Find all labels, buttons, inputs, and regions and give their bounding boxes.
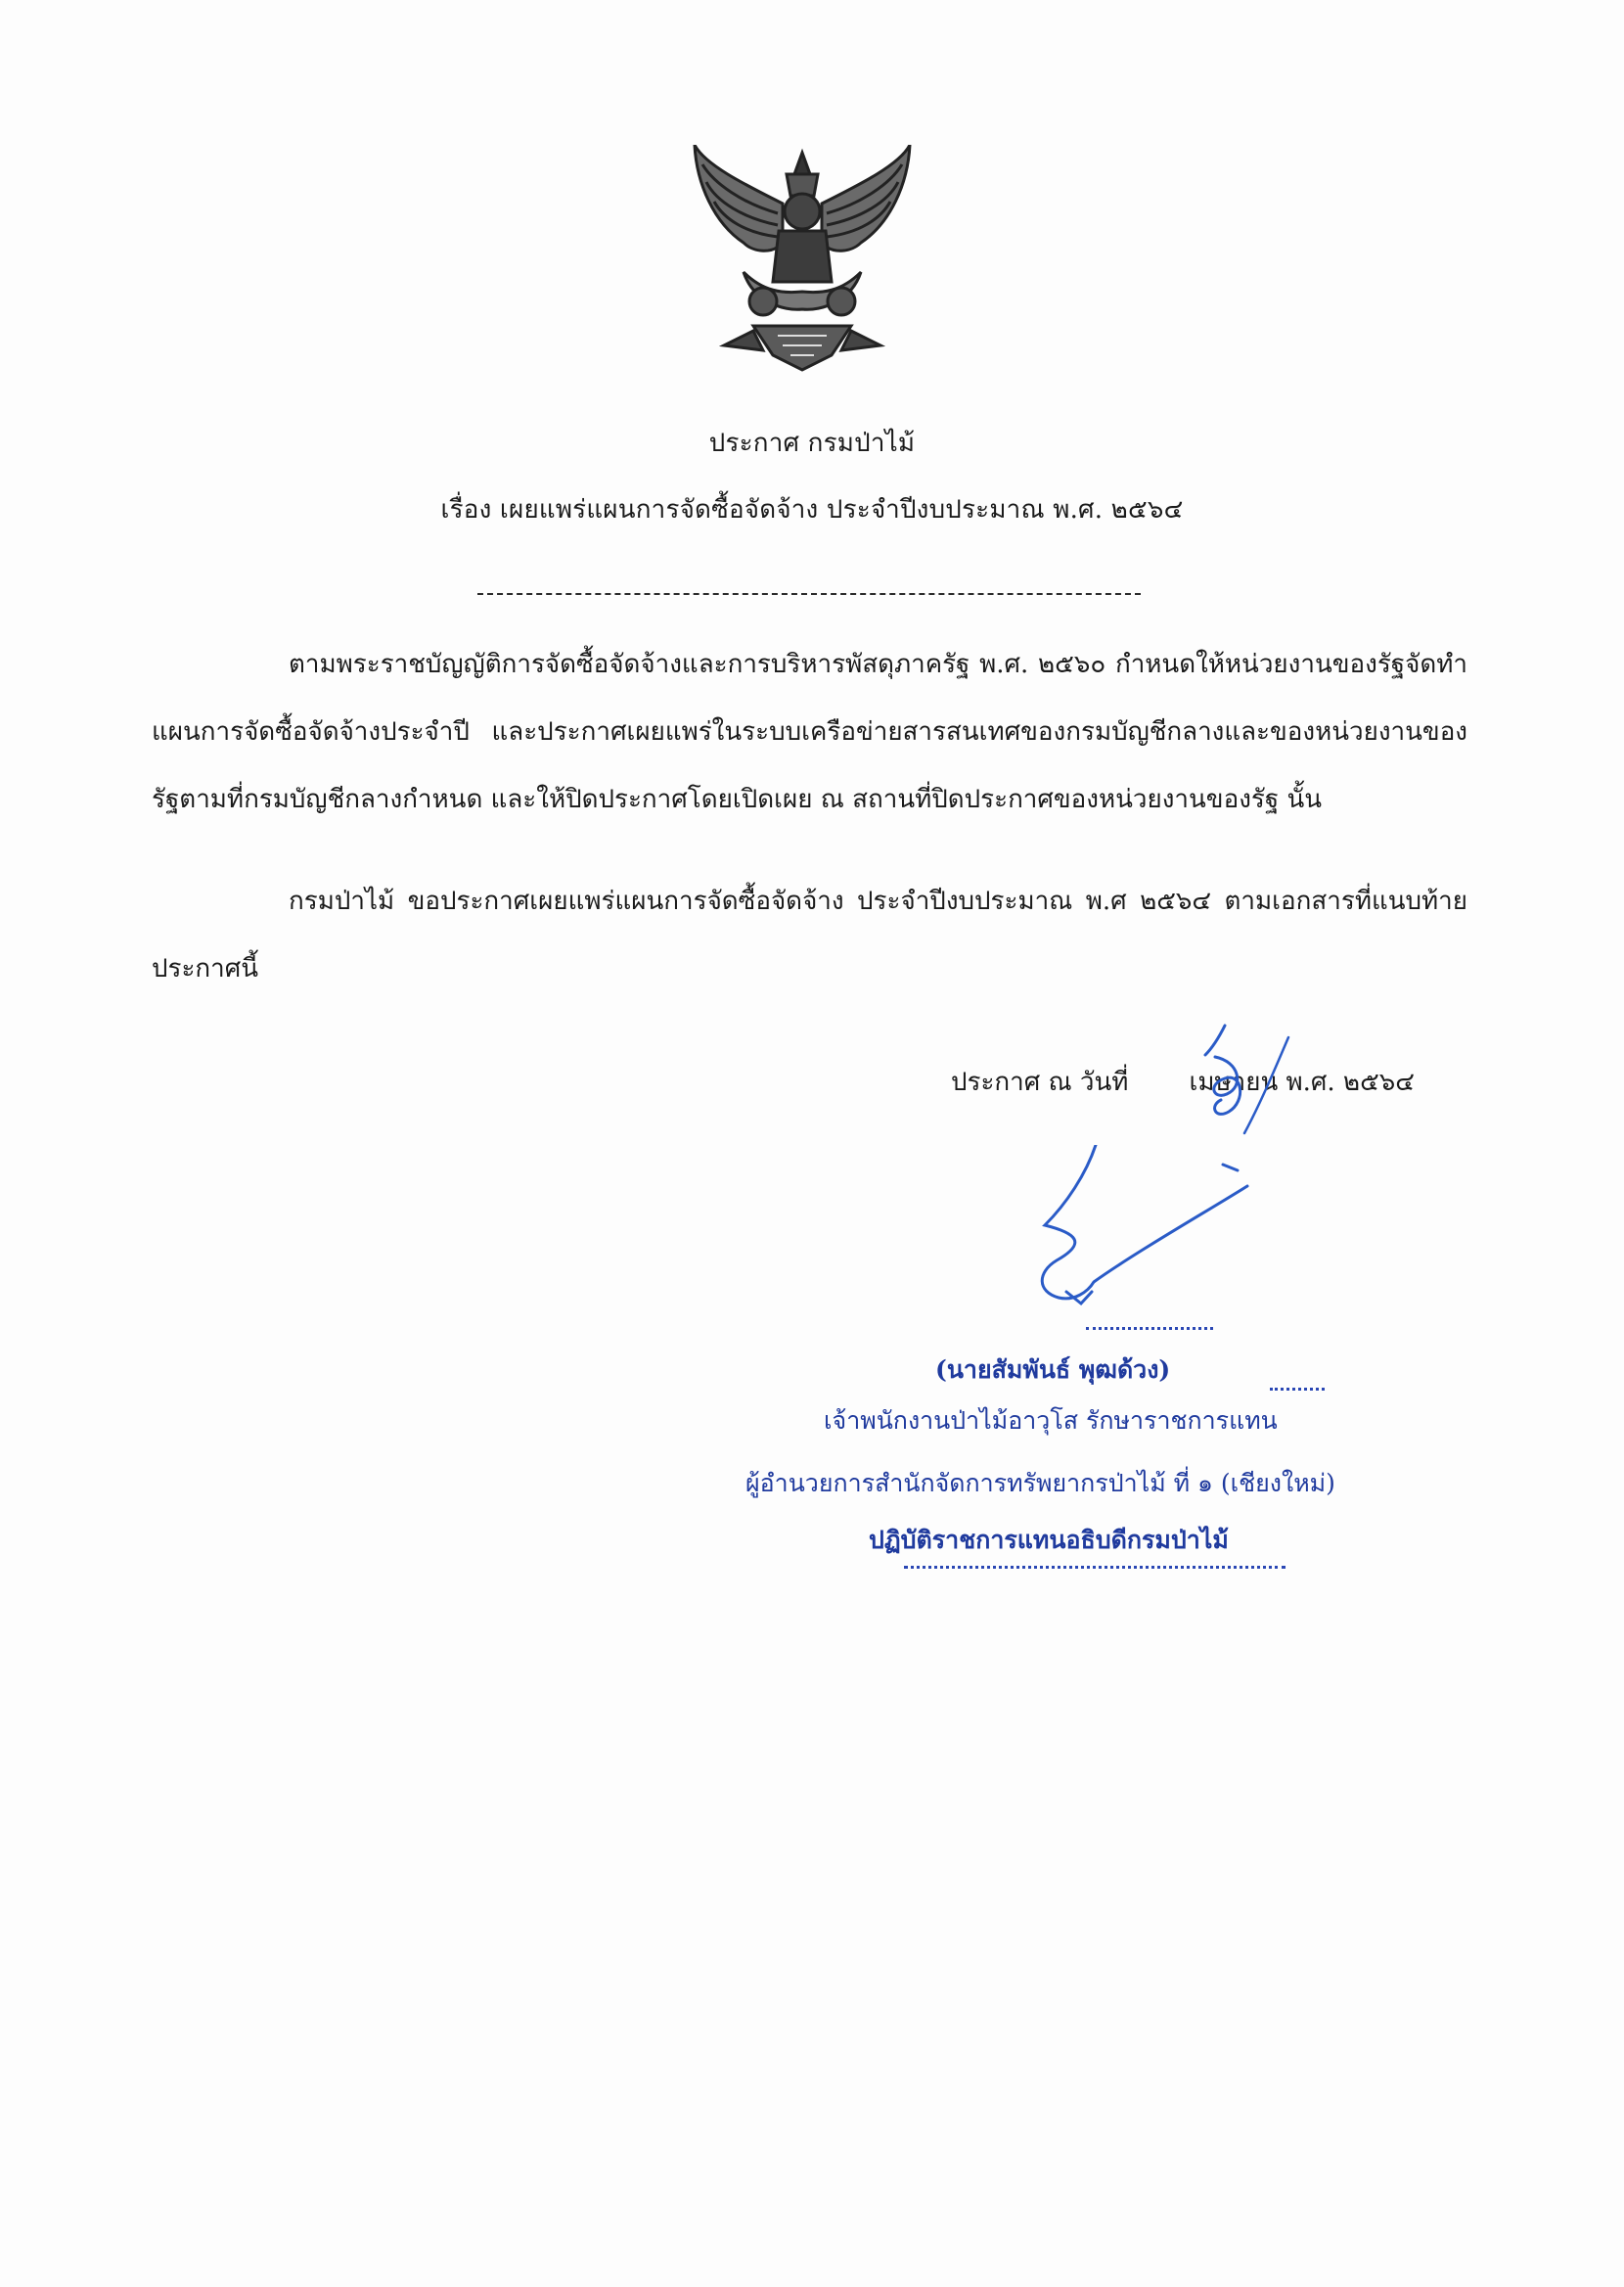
stamp-dots-1 (1086, 1327, 1213, 1330)
date-month-year: เมษายน พ.ศ. ๒๕๖๔ (1189, 1068, 1415, 1097)
body-paragraph-2: กรมป่าไม้ ขอประกาศเผยแพร่แผนการจัดซื้อจัดจ้าง ประจำปีงบประมาณ พ.ศ ๒๕๖๔ ตามเอกสารที่แนบท้ายประกาศนี้ (152, 887, 1467, 983)
announcement-date (951, 1062, 1415, 1102)
date-prefix: ประกาศ ณ วันที่ (951, 1068, 1129, 1097)
signatory-name: (นายสัมพันธ์ พุฒด้วง) (935, 1355, 1171, 1384)
stamp-dots-2 (1270, 1388, 1325, 1391)
signatory-position-1: เจ้าพนักงานป่าไม้อาวุโส รักษาราชการแทน (824, 1406, 1278, 1435)
signatory-position-2: ผู้อำนวยการสำนักจัดการทรัพยากรป่าไม้ ที่ ๑ (เชียงใหม่) (745, 1469, 1335, 1497)
signatory-position-3: ปฏิบัติราชการแทนอธิบดีกรมป่าไม้ (869, 1526, 1229, 1554)
dashed-divider (477, 593, 1141, 595)
body-paragraph-1: ตามพระราชบัญญัติการจัดซื้อจัดจ้างและการบริหารพัสดุภาครัฐ พ.ศ. ๒๕๖๐ กำหนดให้หน่วยงานของรัฐจัดทำแผนการจัดซื้อจัดจ้างประจำปี และประกาศเผยแพร่ในระบบเครือข่ายสารสนเทศของกรมบัญชีกลางและของหน่วยงานของรัฐตามที่กรมบัญชีกลางกำหนด และให้ปิดประกาศโดยเปิดเผย ณ สถานที่ปิดประกาศของหน่วยงานของรัฐ นั้น (152, 650, 1467, 814)
announcement-subject: เรื่อง เผยแพร่แผนการจัดซื้อจัดจ้าง ประจำปีงบประมาณ พ.ศ. ๒๕๖๔ (440, 495, 1184, 525)
handwritten-signature (998, 1145, 1262, 1331)
garuda-emblem-icon (685, 145, 920, 375)
announcement-title: ประกาศ กรมป่าไม้ (708, 429, 916, 458)
stamp-dots-3 (904, 1566, 1286, 1569)
